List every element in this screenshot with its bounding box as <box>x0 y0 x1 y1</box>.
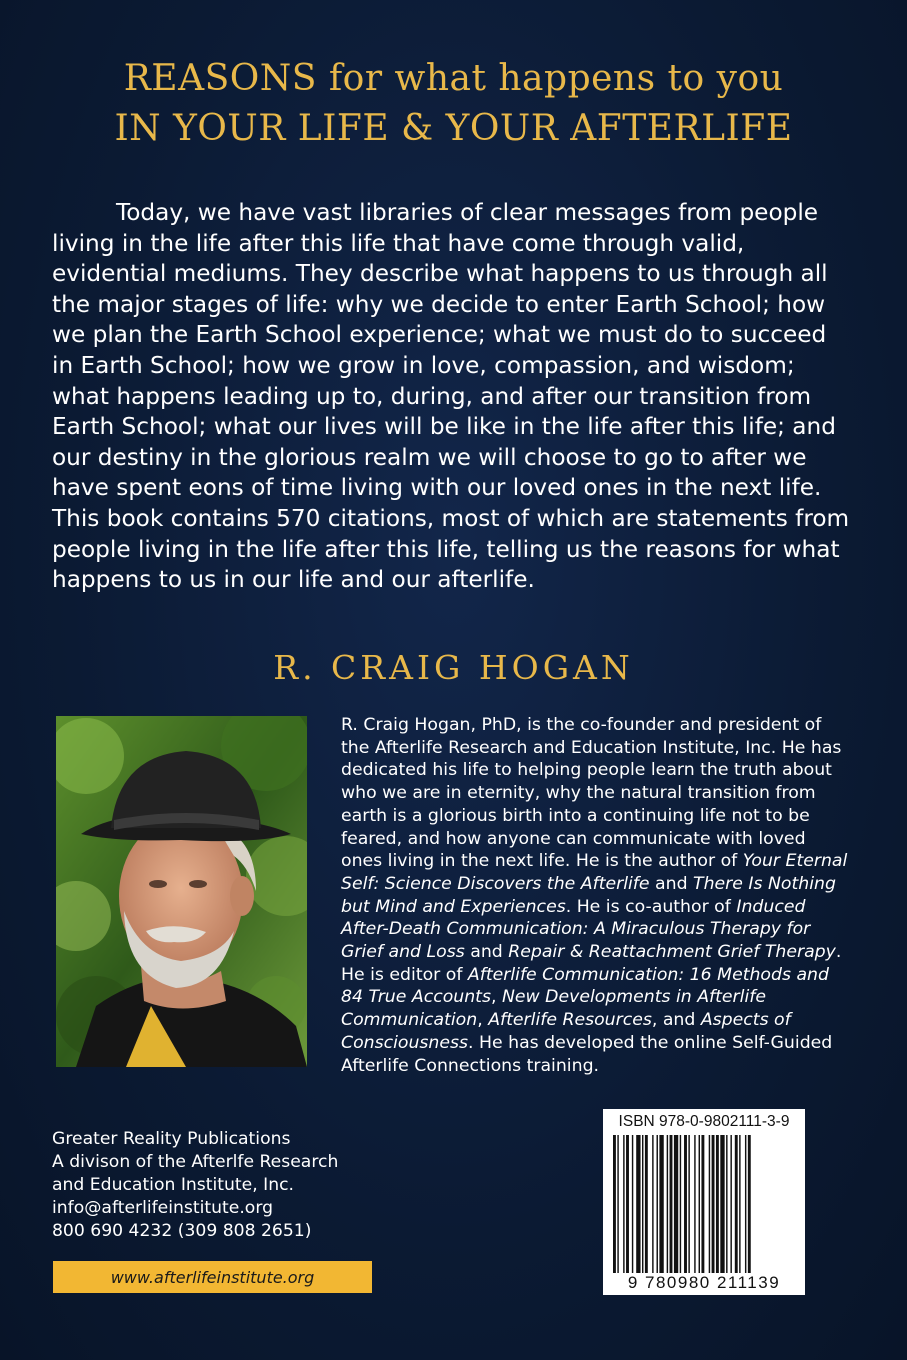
book-title: Induced After-Death Communication: A Miraculous Therapy for Grief and Loss <box>341 896 811 963</box>
bio-text: , and <box>651 1010 701 1031</box>
book-title: Your Eternal Self: Science Discovers the Afterlife <box>341 851 848 894</box>
bio-text: , <box>477 1010 489 1031</box>
book-title: There Is Nothing but Mind and Experiences <box>341 873 836 917</box>
book-title: Afterlife Communication: 16 Methods and 84 True Accounts <box>341 964 829 1008</box>
book-title: Repair & Reattachment Grief Therapy <box>508 942 836 963</box>
author-biography <box>341 714 851 1077</box>
publisher-division: A divison of the Afterlfe Research <box>52 1152 339 1172</box>
bio-text: . He has developed the online Self-Guided Afterlife Connections training. <box>341 1032 833 1076</box>
publisher-info <box>52 1128 412 1243</box>
bio-text: and <box>464 942 509 963</box>
publisher-name: Greater Reality Publications <box>52 1129 291 1149</box>
bio-text: and <box>649 873 694 894</box>
book-description: Today, we have vast libraries of clear messages from people living in the life after this life that have come through valid, evidential mediums. They describe what happens to us through all the major stages of life: why we decide to enter Earth School; how we plan the Earth School experience; what we must do to succeed in Earth School; how we grow in love, compassion, and wisdom; what happens leading up to, during, and after our transition from Earth School; what our lives will be like in the life after this life; and our destiny in the glorious realm we will choose to go to after we have spent eons of time living with our loved ones in the next life. This book contains 570 citations, most of which are statements from people living in the life after this life, telling us the reasons for what happens to us in our life and our afterlife. <box>52 199 850 594</box>
publisher-phone: 800 690 4232 (309 808 2651) <box>52 1221 312 1241</box>
bio-text: . He is co-author of <box>565 896 737 917</box>
barcode-bars <box>613 1135 795 1273</box>
bio-text: . He is editor of <box>341 942 842 985</box>
book-title: New Developments in Afterlife Communication <box>341 987 766 1031</box>
website-banner <box>53 1261 372 1293</box>
headline-line-2: IN YOUR LIFE & YOUR AFTERLIFE <box>114 108 793 149</box>
isbn-label: ISBN 978-0-9802111-3-9 <box>618 1113 790 1130</box>
barcode-number: 9 780980 211139 <box>627 1273 781 1292</box>
isbn-barcode <box>603 1109 805 1295</box>
bio-text: , <box>490 987 502 1008</box>
headline-line-1: REASONS for what happens to you <box>123 58 784 99</box>
book-title: Afterlife Resources <box>488 1010 652 1031</box>
website-url: www.afterlifeinstitute.org <box>110 1267 315 1287</box>
author-name: R. CRAIG HOGAN <box>273 648 634 687</box>
author-photo <box>56 716 307 1067</box>
publisher-institute: and Education Institute, Inc. <box>52 1175 295 1195</box>
publisher-email: info@afterlifeinstitute.org <box>52 1198 273 1218</box>
bio-text: R. Craig Hogan, PhD, is the co-founder and president of the Afterlife Research and Education Institute, Inc. He has dedicated his life to helping people learn the truth about who we are in eternity, why the natural transition from earth is a glorious birth into a continuing life not to be feared, and how anyone can communicate with loved ones living in the next life. He is the author of <box>341 715 842 872</box>
book-title: Aspects of Consciousness <box>341 1010 791 1053</box>
